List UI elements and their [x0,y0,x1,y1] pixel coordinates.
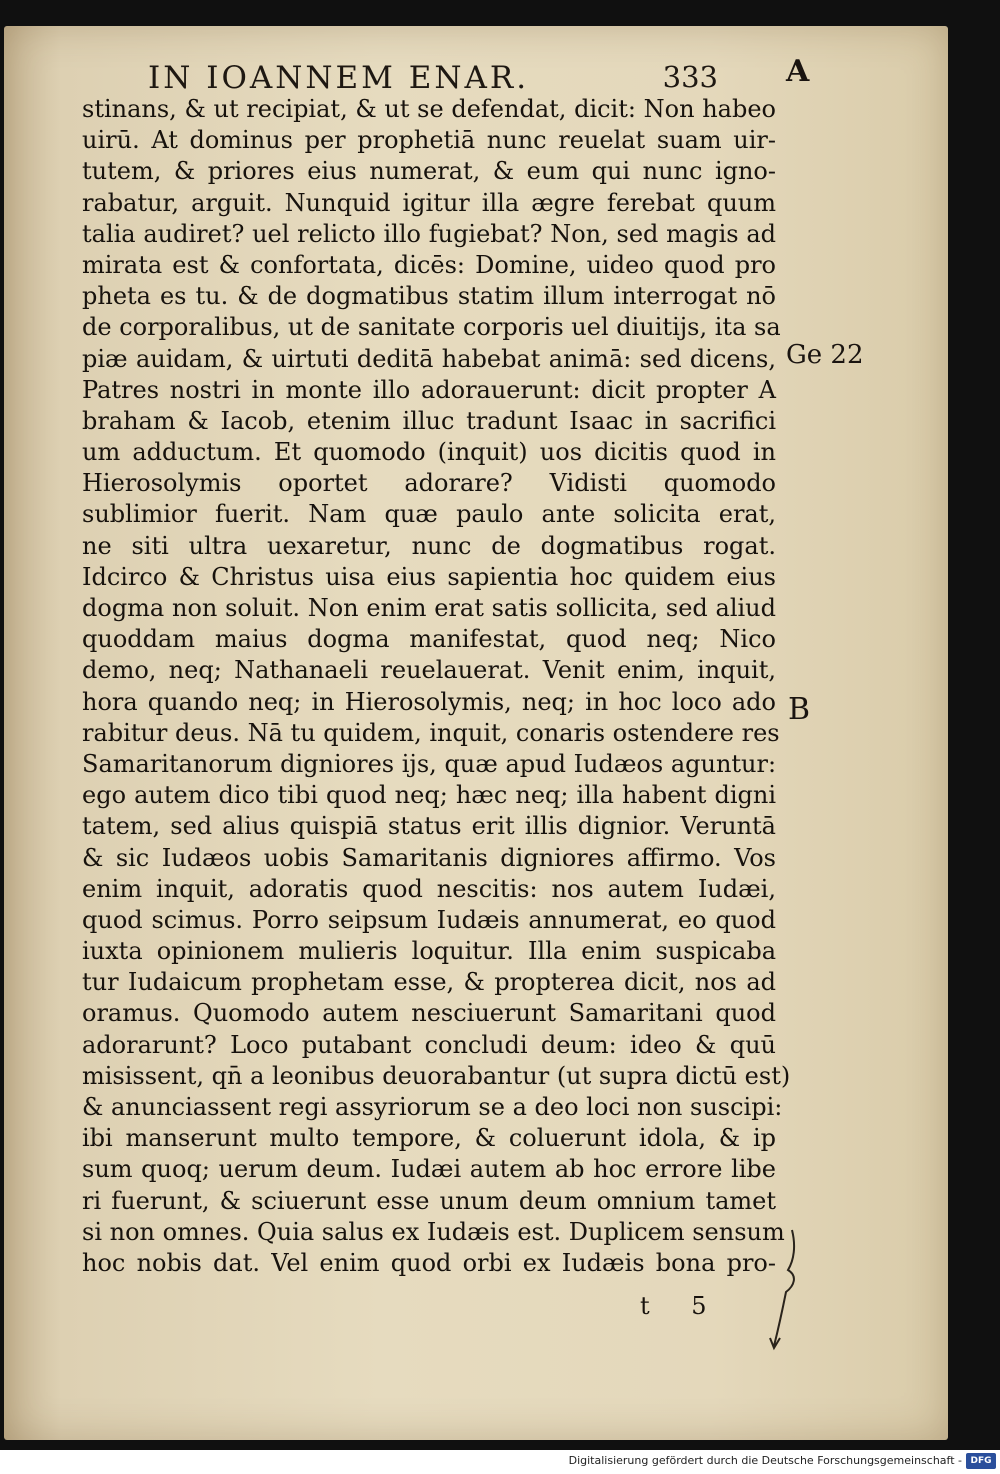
text-line: iuxta opinionem mulieris loquitur. Illa enim suspicaba [82,937,776,966]
text-line: hoc nobis dat. Vel enim quod orbi ex Iudæis bona pro- [82,1248,776,1277]
text-line: sublimior fuerit. Nam quæ paulo ante solicita erat, [82,500,776,529]
text-line: sum quoq; uerum deum. Iudæi autem ab hoc errore libe [82,1155,776,1184]
section-letter-b: B [788,692,811,727]
dfg-logo: DFG [966,1453,996,1469]
text-line: stinans, & ut recipiat, & ut se defendat, dicit: Non habeo [82,95,776,123]
text-line: quod scimus. Porro seipsum Iudæis annumerat, eo quod [82,905,776,934]
handwritten-bracket-mark [764,1226,804,1356]
text-line: braham & Iacob, etenim illuc tradunt Isaac in sacrifici [82,406,776,435]
text-line: tatem, sed alius quispiā status erit illis dignior. Veruntā [82,812,776,841]
text-line: demo, neq; Nathanaeli reuelauerat. Venit enim, inquit, [82,656,776,685]
text-line: talia audiret? uel relicto illo fugiebat? Non, sed magis ad [82,219,776,248]
text-line: oramus. Quomodo autem nesciuerunt Samaritani quod [82,999,776,1028]
text-line: rabatur, arguit. Nunquid igitur illa ægre ferebat quum [82,188,776,217]
text-line: Idcirco & Christus uisa eius sapientia hoc quidem eius [82,562,776,591]
text-line: rabitur deus. Nā tu quidem, inquit, conaris ostendere res [82,718,780,747]
text-line: hora quando neq; in Hierosolymis, neq; in hoc loco ado [82,687,776,716]
text-line: & sic Iudæos uobis Samaritanis digniores affirmo. Vos [82,843,776,872]
text-line: quoddam maius dogma manifestat, quod neq; Nico [82,625,776,654]
text-line: adorarunt? Loco putabant concludi deum: ideo & quū [82,1030,776,1059]
text-line: tur Iudaicum prophetam esse, & propterea dicit, nos ad [82,968,776,997]
text-line: dogma non soluit. Non enim erat satis sollicita, sed aliud [82,594,776,622]
signature-mark: t 5 [640,1292,707,1320]
text-line: enim inquit, adoratis quod nescitis: nos autem Iudæi, [82,874,776,903]
text-line: ego autem dico tibi quod neq; hæc neq; illa habent digni [82,781,776,810]
text-line: & anunciassent regi assyriorum se a deo loci non suscipi: [82,1093,783,1121]
text-line: um adductum. Et quomodo (inquit) uos dicitis quod in [82,438,776,467]
text-line: si non omnes. Quia salus ex Iudæis est. Duplicem sensum [82,1217,785,1246]
text-line: pheta es tu. & de dogmatibus statim illum interrogat nō [82,282,776,311]
running-head-title: IN IOANNEM ENAR. [148,60,530,96]
text-line: Hierosolymis oportet adorare? Vidisti quomodo [82,469,776,498]
text-line: de corporalibus, ut de sanitate corporis uel diuitijs, ita sa [82,313,781,342]
footer-bar [0,1450,1000,1474]
digitization-credit: Digitalisierung gefördert durch die Deutsche Forschungsgemeinschaft - [568,1454,962,1467]
text-line: piæ auidam, & uirtuti deditā habebat animā: sed dicens, [82,344,776,373]
body-text [82,94,791,1279]
text-line: ne siti ultra uexaretur, nunc de dogmatibus rogat. [82,531,776,560]
text-line: tutem, & priores eius numerat, & eum qui nunc igno- [82,157,776,186]
text-line: ibi manserunt multo tempore, & coluerunt idola, & ip [82,1124,776,1153]
section-letter-a: A [786,54,810,89]
text-line: Patres nostri in monte illo adorauerunt: dicit propter A [82,375,776,404]
margin-reference: Ge 22 [786,340,864,370]
text-line: ri fuerunt, & sciuerunt esse unum deum omnium tamet [82,1186,776,1215]
text-line: misissent, qn̄ a leonibus deuorabantur (ut supra dictū est) [82,1061,791,1090]
text-line: mirata est & confortata, dicēs: Domine, uideo quod pro [82,250,776,279]
text-line: uirū. At dominus per prophetiā nunc reuelat suam uir- [82,126,776,155]
text-line: Samaritanorum digniores ijs, quæ apud Iudæos aguntur: [82,749,777,778]
page-number: 333 [662,60,718,94]
